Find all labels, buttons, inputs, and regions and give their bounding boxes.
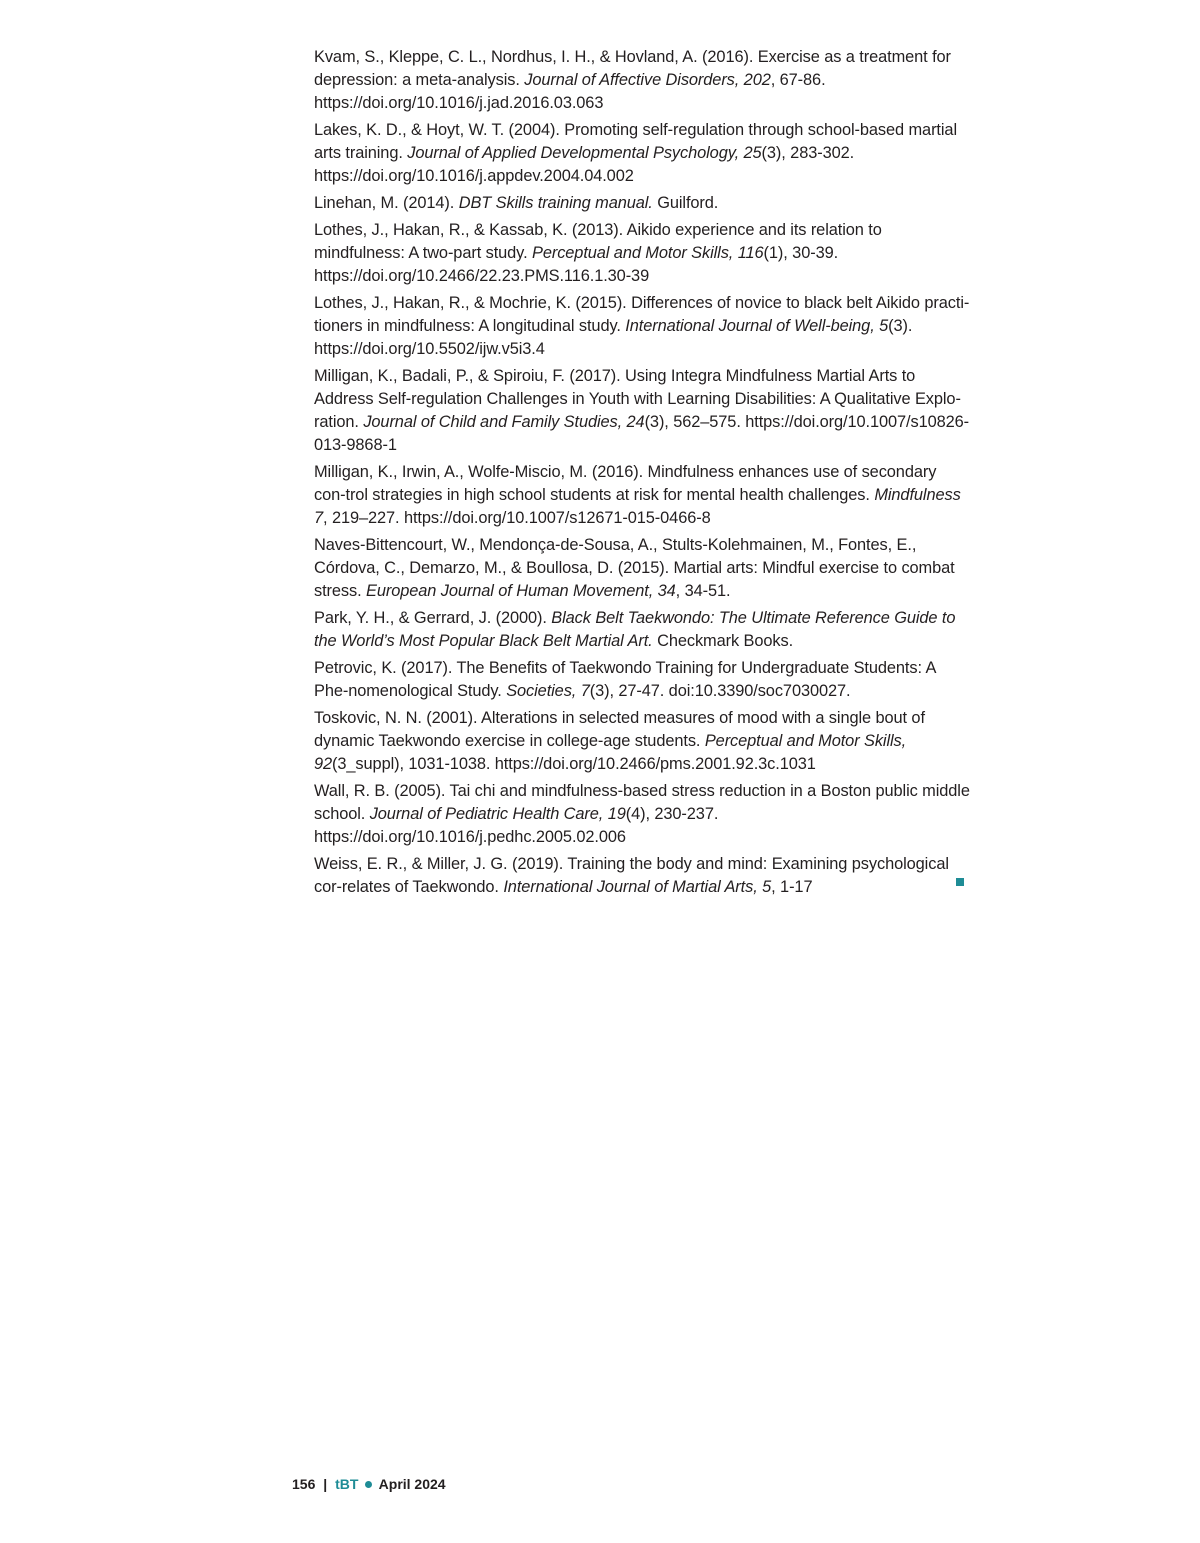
bullet-dot-icon xyxy=(365,1481,372,1488)
reference-entry: Lothes, J., Hakan, R., & Mochrie, K. (2015). Differences of novice to black belt Aikido practi-tioners in mindfulness: A longitudinal study. International Journal of Well-being, 5(3). https://doi.org/10.5502/ijw.v5i3.4 xyxy=(314,294,970,358)
page-footer xyxy=(292,1476,446,1492)
reference-entry: Park, Y. H., & Gerrard, J. (2000). Black Belt Taekwondo: The Ultimate Reference Guide to the World’s Most Popular Black Belt Martial Art. Checkmark Books. xyxy=(314,609,956,650)
reference-list xyxy=(314,46,970,903)
reference-entry: Toskovic, N. N. (2001). Alterations in selected measures of mood with a single bout of dynamic Taekwondo exercise in college-age students. Perceptual and Motor Skills, 92(3_suppl), 1031-1038. https://doi.org/10.2466/pms.2001.92.3c.1031 xyxy=(314,709,925,773)
reference-entry: Weiss, E. R., & Miller, J. G. (2019). Training the body and mind: Examining psychological cor-relates of Taekwondo. International Journal of Martial Arts, 5, 1-17 xyxy=(314,855,949,896)
reference-entry: Petrovic, K. (2017). The Benefits of Taekwondo Training for Undergraduate Students: A Phe-nomenological Study. Societies, 7(3), 27-47. doi:10.3390/soc7030027. xyxy=(314,659,936,700)
reference-entry: Lothes, J., Hakan, R., & Kassab, K. (2013). Aikido experience and its relation to mindfulness: A two-part study. Perceptual and Motor Skills, 116(1), 30-39. https://doi.org/10.2466/22.23.PMS.116.1.30-39 xyxy=(314,221,882,285)
page-number: 156 xyxy=(292,1476,316,1492)
reference-entry: Lakes, K. D., & Hoyt, W. T. (2004). Promoting self-regulation through school-based martial arts training. Journal of Applied Developmental Psychology, 25(3), 283-302. https://doi.org/10.1016/j.appdev.2004.04.002 xyxy=(314,121,957,185)
reference-entry: Wall, R. B. (2005). Tai chi and mindfulness-based stress reduction in a Boston public middle school. Journal of Pediatric Health Care, 19(4), 230-237. https://doi.org/10.1016/j.pedhc.2005.02.006 xyxy=(314,782,970,846)
issue-date: April 2024 xyxy=(378,1476,446,1492)
footer-separator: | xyxy=(323,1476,328,1492)
reference-entry: Kvam, S., Kleppe, C. L., Nordhus, I. H., & Hovland, A. (2016). Exercise as a treatment for depression: a meta-analysis. Journal of Affective Disorders, 202, 67-86. https://doi.org/10.1016/j.jad.2016.03.063 xyxy=(314,48,951,112)
end-of-article-square-icon xyxy=(956,878,964,886)
reference-entry: Linehan, M. (2014). DBT Skills training manual. Guilford. xyxy=(314,194,719,212)
magazine-name: tBT xyxy=(335,1476,359,1492)
reference-entry: Milligan, K., Badali, P., & Spiroiu, F. (2017). Using Integra Mindfulness Martial Arts to Address Self-regulation Challenges in Youth with Learning Disabilities: A Qualitative Explo-ration. Journal of Child and Family Studies, 24(3), 562–575. https://doi.org/10.1007/s10826-013-9868-1 xyxy=(314,367,970,454)
reference-entry: Naves-Bittencourt, W., Mendonça-de-Sousa, A., Stults-Kolehmainen, M., Fontes, E., Córdova, C., Demarzo, M., & Boullosa, D. (2015). Martial arts: Mindful exercise to combat stress. European Journal of Human Movement, 34, 34-51. xyxy=(314,536,955,600)
reference-entry: Milligan, K., Irwin, A., Wolfe-Miscio, M. (2016). Mindfulness enhances use of secondary con-trol strategies in high school students at risk for mental health challenges. Mindfulness 7, 219–227. https://doi.org/10.1007/s12671-015-0466-8 xyxy=(314,463,961,527)
